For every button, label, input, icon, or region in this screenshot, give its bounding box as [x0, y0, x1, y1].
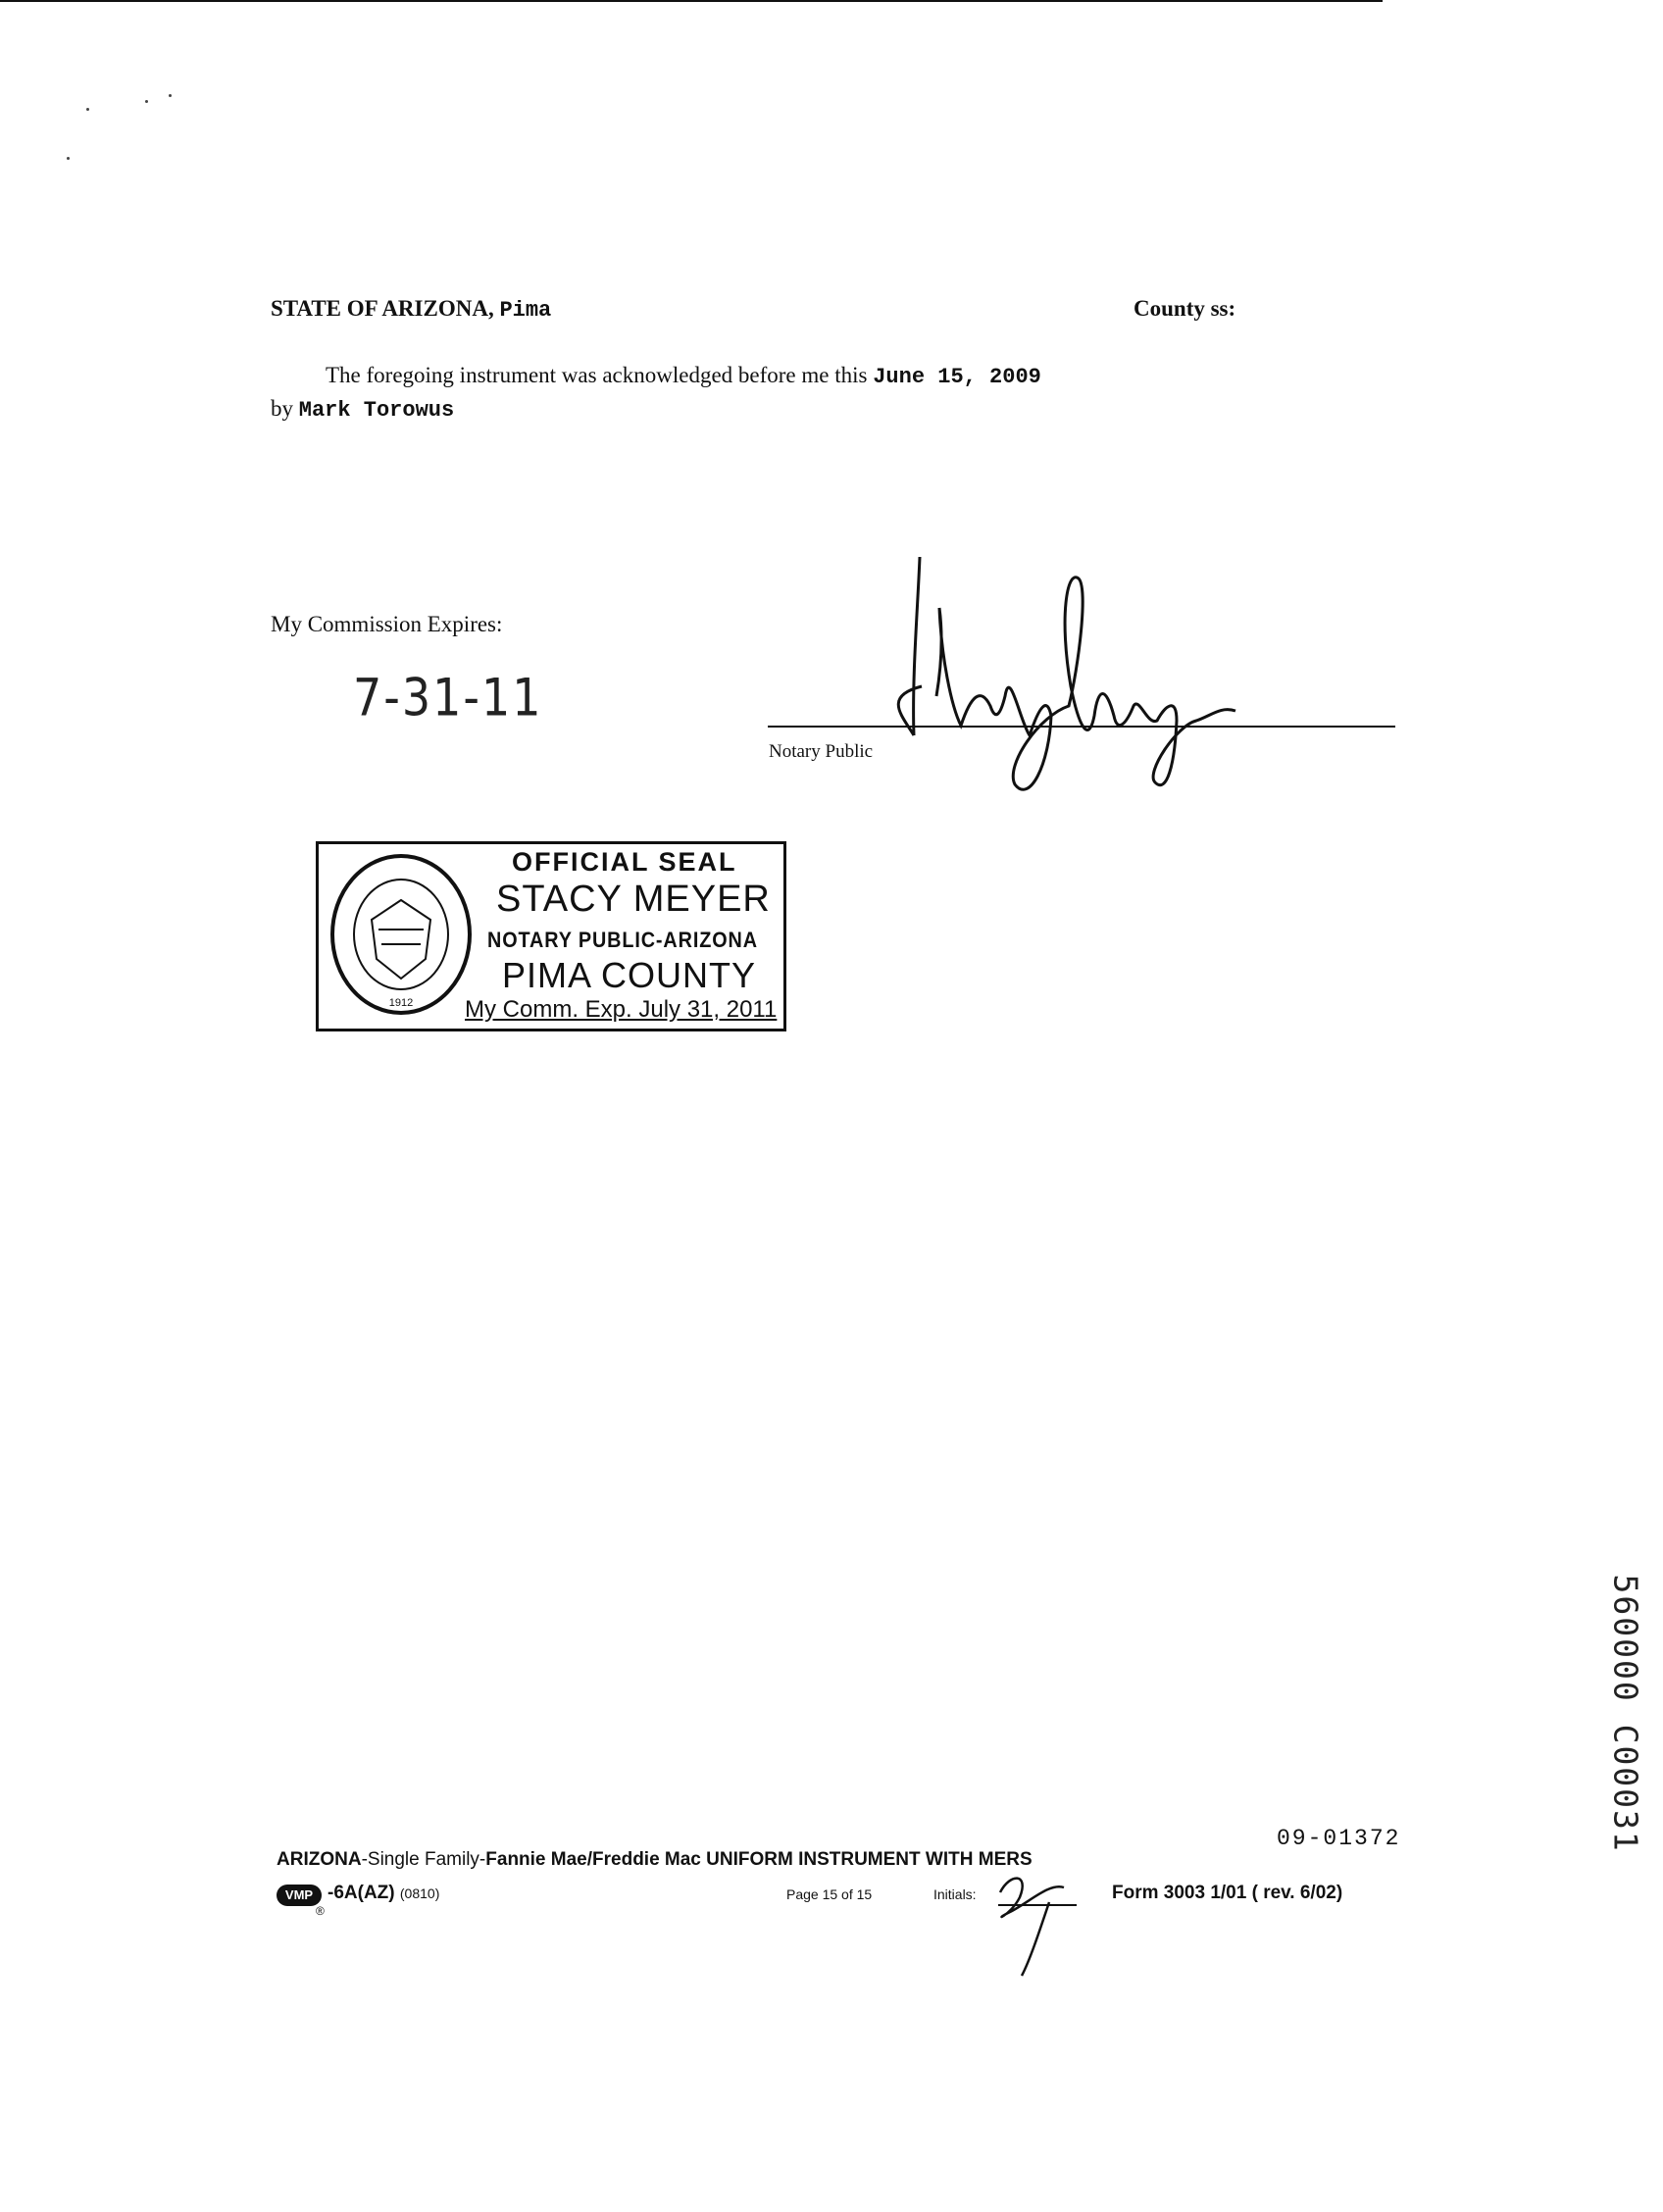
seal-year: 1912 — [388, 997, 414, 1009]
scan-speck — [67, 157, 70, 160]
form-title-rest: Fannie Mae/Freddie Mac UNIFORM INSTRUMENT WITH MERS — [485, 1849, 1033, 1870]
notary-signature — [882, 549, 1314, 804]
document-number: 09-01372 — [1277, 1826, 1401, 1851]
top-rule — [0, 0, 1383, 2]
scan-speck — [145, 100, 148, 103]
commission-label: My Commission Expires: — [271, 612, 503, 636]
state-heading — [271, 296, 551, 323]
seal-notary-name: STACY MEYER — [496, 879, 771, 920]
county-label: County ss: — [1134, 296, 1236, 321]
form-code-small: (0810) — [399, 1885, 440, 1901]
form-title-state: ARIZONA — [277, 1849, 362, 1870]
form-number: Form 3003 1/01 ( rev. 6/02) — [1112, 1883, 1343, 1903]
arizona-state-seal-icon — [328, 851, 475, 1018]
form-code-main: -6A(AZ) — [328, 1883, 395, 1903]
seal-title: OFFICIAL SEAL — [512, 847, 737, 877]
page-number: Page 15 of 15 — [786, 1886, 873, 1902]
registered-mark: ® — [316, 1904, 325, 1918]
handwritten-initials — [981, 1843, 1088, 1981]
form-title-type: -Single Family- — [361, 1849, 486, 1870]
scan-speck — [169, 94, 172, 97]
state-label: STATE OF ARIZONA, — [271, 296, 494, 321]
acknowledged-by-line — [271, 396, 454, 423]
handwritten-commission-date: 7-31-11 — [353, 666, 543, 729]
ack-text: The foregoing instrument was acknowledged before me this — [326, 363, 868, 387]
seal-expiration: My Comm. Exp. July 31, 2011 — [465, 996, 778, 1023]
vmp-logo-icon: VMP — [277, 1885, 322, 1906]
form-title — [277, 1849, 1033, 1871]
notary-public-label: Notary Public — [769, 741, 874, 762]
side-recording-stamp — [1606, 1574, 1645, 1853]
seal-county: PIMA COUNTY — [502, 955, 757, 995]
by-label: by — [271, 396, 293, 421]
ack-date: June 15, 2009 — [873, 365, 1041, 389]
initials-label: Initials: — [933, 1886, 977, 1902]
acknowledgment-line — [326, 363, 1041, 389]
county-name: Pima — [499, 298, 552, 323]
seal-notary-state: NOTARY PUBLIC-ARIZONA — [487, 928, 758, 952]
scan-speck — [86, 108, 89, 111]
side-stamp-text: 5600​00 C00031 — [1606, 1574, 1645, 1853]
form-code — [328, 1883, 439, 1904]
signer-name: Mark Torowus — [298, 398, 455, 423]
